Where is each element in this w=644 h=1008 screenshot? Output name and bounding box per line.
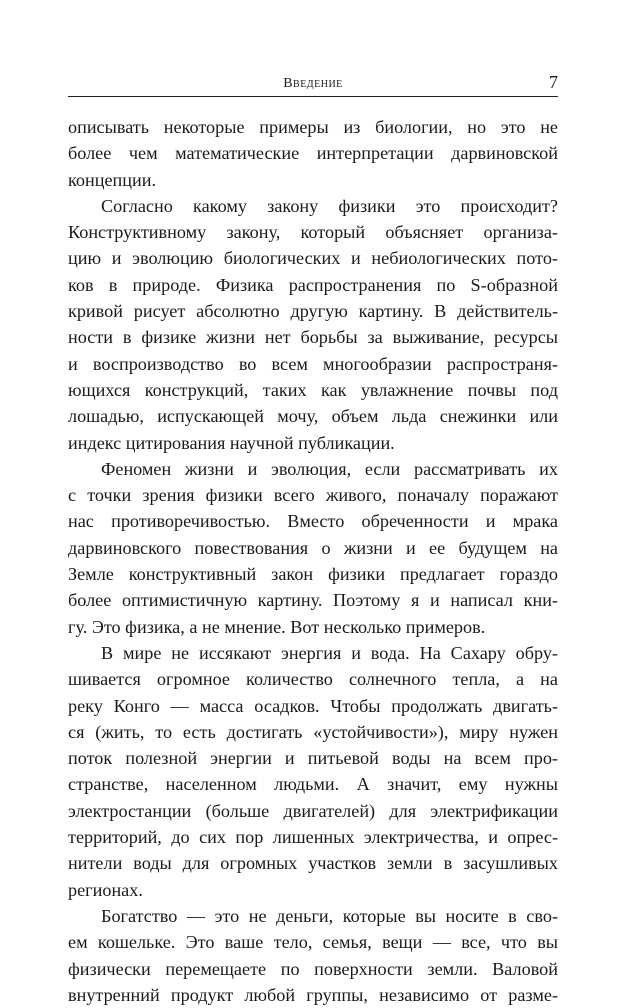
- text-line: ся (жить, то есть достигать «устойчивости»), миру нужен: [68, 721, 558, 742]
- text-line: с точки зрения физики всего живого, поначалу поражают: [68, 485, 558, 506]
- text-line: регионах.: [68, 879, 143, 900]
- text-line: ем кошельке. Это ваше тело, семья, вещи — все, что вы: [68, 932, 558, 953]
- paragraph: [68, 903, 558, 1008]
- text-line: описывать некоторые примеры из биологии, но это не: [68, 117, 558, 137]
- running-head: [68, 66, 558, 97]
- text-line: Богатство — это не деньги, которые вы носите в сво-: [101, 905, 558, 926]
- text-line: более чем математические интерпретации дарвиновской: [68, 143, 558, 164]
- text-line: нители воды для огромных участков земли в засушливых: [68, 853, 558, 874]
- text-line: более оптимистичную картину. Поэтому я и написал кни-: [68, 590, 558, 611]
- text-line: Феномен жизни и эволюция, если рассматривать их: [101, 458, 558, 479]
- text-line: реку Конго — масса осадков. Чтобы продолжать двигать-: [68, 695, 558, 716]
- text-line: странстве, населенном людьми. А значит, ему нужны: [68, 774, 558, 795]
- paragraph: [68, 193, 558, 456]
- text-line: шивается огромное количество солнечного тепла, а на: [68, 669, 558, 690]
- text-line: индекс цитирования научной публикации.: [68, 432, 395, 453]
- text-line: ющихся конструкций, таких как увлажнение почвы под: [68, 379, 558, 400]
- page-number: 7: [549, 72, 558, 92]
- text-line: внутренний продукт любой группы, независимо от разме-: [68, 984, 558, 1005]
- paragraph: [68, 456, 558, 640]
- body-text: [68, 114, 558, 1008]
- text-line: ности в физике жизни нет борьбы за выживание, ресурсы: [68, 327, 558, 348]
- text-line: концепции.: [68, 169, 157, 190]
- text-line: электростанции (больше двигателей) для электрификации: [68, 800, 558, 821]
- text-line: кривой рисует абсолютно другую картину. В действитель-: [68, 301, 558, 322]
- text-line: физически перемещаете по поверхности земли. Валовой: [68, 958, 558, 979]
- book-page: [68, 66, 558, 1005]
- running-title: Введение: [283, 76, 343, 91]
- paragraph: [68, 640, 558, 903]
- text-line: нас противоречивостью. Вместо обреченности и мрака: [68, 511, 558, 532]
- text-line: гу. Это физика, а не мнение. Вот несколько примеров.: [68, 616, 486, 637]
- text-line: лошадью, испускающей мочу, объем льда снежинки или: [68, 406, 558, 427]
- text-line: В мире не иссякают энергия и вода. На Сахару обру-: [101, 642, 558, 663]
- text-line: и воспроизводство во всем многообразии распространя-: [68, 353, 558, 374]
- text-line: поток полезной энергии и питьевой воды на всем про-: [68, 748, 558, 769]
- text-line: Земле конструктивный закон физики предлагает гораздо: [68, 564, 558, 585]
- paragraph: [68, 114, 558, 193]
- text-line: цию и эволюцию биологических и небиологических пото-: [68, 248, 558, 269]
- text-line: территорий, до сих пор лишенных электричества, и опрес-: [68, 827, 558, 848]
- text-line: дарвиновского повествования о жизни и ее будущем на: [68, 537, 558, 558]
- text-line: Согласно какому закону физики это происходит?: [101, 195, 558, 216]
- text-line: ков в природе. Физика распространения по S-образной: [68, 274, 558, 295]
- text-line: Конструктивному закону, который объясняет организа-: [68, 222, 558, 243]
